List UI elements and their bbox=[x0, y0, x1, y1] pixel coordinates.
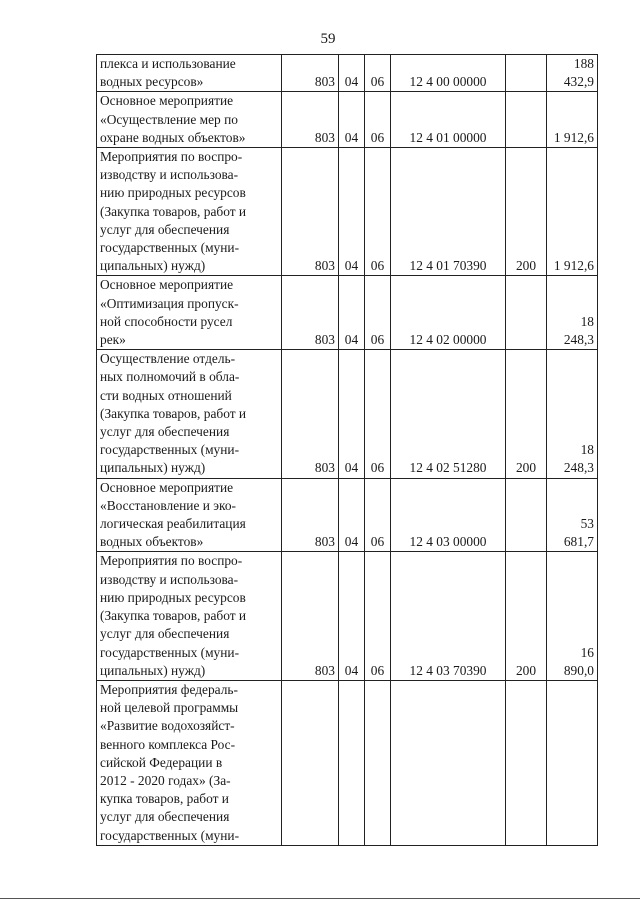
row-name-cell bbox=[97, 680, 282, 845]
row-section-cell: 04 bbox=[339, 478, 365, 552]
row-subsection-cell: 06 bbox=[365, 552, 391, 680]
row-admin-code-cell: 803 bbox=[282, 92, 339, 148]
row-admin-code-cell: 803 bbox=[282, 55, 339, 92]
row-name-text: Мероприятия по воспро- изводству и использова- нию природных ресурсов (Закупка товаров, работ и услуг для обеспечения государственных (муни- ципальных) нужд) bbox=[100, 553, 247, 678]
row-section-cell: 04 bbox=[339, 552, 365, 680]
row-expense-kind-cell: 200 bbox=[506, 350, 547, 478]
row-name-cell bbox=[97, 552, 282, 680]
row-section-cell: 04 bbox=[339, 350, 365, 478]
row-name-text: Основное мероприятие «Восстановление и эко- логическая реабилитация водных объектов» bbox=[100, 479, 246, 550]
row-expense-kind-cell: 200 bbox=[506, 148, 547, 276]
row-name-text: Мероприятия федераль- ной целевой программы «Развитие водохозяйст- венного комплекса Рос- сийской Федерации в 2012 - 2020 годах» (За- купка товаров, работ и услуг для обеспечения государственных (муни- bbox=[100, 681, 240, 843]
table-row bbox=[97, 55, 598, 92]
row-target-article-cell: 12 4 02 51280 bbox=[391, 350, 506, 478]
row-subsection-cell: 06 bbox=[365, 350, 391, 478]
row-target-article-cell bbox=[391, 680, 506, 845]
budget-table-body bbox=[97, 55, 598, 846]
row-expense-kind-cell bbox=[506, 478, 547, 552]
row-name-cell bbox=[97, 276, 282, 350]
row-admin-code-cell bbox=[282, 680, 339, 845]
row-name-text: Основное мероприятие «Осуществление мер по охране водных объектов» bbox=[100, 93, 246, 145]
row-target-article-cell: 12 4 03 70390 bbox=[391, 552, 506, 680]
row-section-cell bbox=[339, 680, 365, 845]
row-sum-cell: 16 890,0 bbox=[547, 552, 598, 680]
row-name-cell bbox=[97, 148, 282, 276]
row-section-cell: 04 bbox=[339, 55, 365, 92]
row-name-text: Осуществление отдель- ных полномочий в обла- сти водных отношений (Закупка товаров, работ и услуг для обеспечения государственных (муни- ципальных) нужд) bbox=[100, 351, 247, 476]
row-name-cell bbox=[97, 350, 282, 478]
row-subsection-cell: 06 bbox=[365, 92, 391, 148]
table-row bbox=[97, 92, 598, 148]
row-subsection-cell: 06 bbox=[365, 478, 391, 552]
row-name-cell bbox=[97, 92, 282, 148]
row-target-article-cell: 12 4 00 00000 bbox=[391, 55, 506, 92]
row-section-cell: 04 bbox=[339, 92, 365, 148]
row-name-text: плекса и использование водных ресурсов» bbox=[100, 56, 236, 90]
row-subsection-cell: 06 bbox=[365, 276, 391, 350]
page-bottom-rule bbox=[0, 898, 640, 899]
row-sum-cell: 18 248,3 bbox=[547, 276, 598, 350]
row-expense-kind-cell bbox=[506, 92, 547, 148]
row-sum-cell: 18 248,3 bbox=[547, 350, 598, 478]
row-target-article-cell: 12 4 01 70390 bbox=[391, 148, 506, 276]
row-sum-cell: 188 432,9 bbox=[547, 55, 598, 92]
row-expense-kind-cell bbox=[506, 680, 547, 845]
budget-table bbox=[96, 54, 598, 846]
table-row bbox=[97, 552, 598, 680]
row-target-article-cell: 12 4 03 00000 bbox=[391, 478, 506, 552]
row-name-cell bbox=[97, 478, 282, 552]
table-row bbox=[97, 148, 598, 276]
row-admin-code-cell: 803 bbox=[282, 148, 339, 276]
row-sum-cell: 1 912,6 bbox=[547, 92, 598, 148]
row-admin-code-cell: 803 bbox=[282, 276, 339, 350]
table-row bbox=[97, 350, 598, 478]
row-section-cell: 04 bbox=[339, 276, 365, 350]
row-sum-cell: 1 912,6 bbox=[547, 148, 598, 276]
table-row bbox=[97, 680, 598, 845]
row-subsection-cell: 06 bbox=[365, 55, 391, 92]
row-subsection-cell: 06 bbox=[365, 148, 391, 276]
row-admin-code-cell: 803 bbox=[282, 552, 339, 680]
row-section-cell: 04 bbox=[339, 148, 365, 276]
row-name-cell bbox=[97, 55, 282, 92]
row-target-article-cell: 12 4 02 00000 bbox=[391, 276, 506, 350]
row-name-text: Мероприятия по воспро- изводству и использова- нию природных ресурсов (Закупка товаров, работ и услуг для обеспечения государственных (муни- ципальных) нужд) bbox=[100, 149, 247, 274]
table-row bbox=[97, 276, 598, 350]
row-sum-cell bbox=[547, 680, 598, 845]
page-number: 59 bbox=[320, 31, 336, 47]
row-expense-kind-cell bbox=[506, 276, 547, 350]
row-expense-kind-cell bbox=[506, 55, 547, 92]
row-target-article-cell: 12 4 01 00000 bbox=[391, 92, 506, 148]
row-expense-kind-cell: 200 bbox=[506, 552, 547, 680]
row-name-text: Основное мероприятие «Оптимизация пропуск- ной способности русел рек» bbox=[100, 277, 239, 348]
row-admin-code-cell: 803 bbox=[282, 350, 339, 478]
row-sum-cell: 53 681,7 bbox=[547, 478, 598, 552]
row-subsection-cell bbox=[365, 680, 391, 845]
table-row bbox=[97, 478, 598, 552]
row-admin-code-cell: 803 bbox=[282, 478, 339, 552]
